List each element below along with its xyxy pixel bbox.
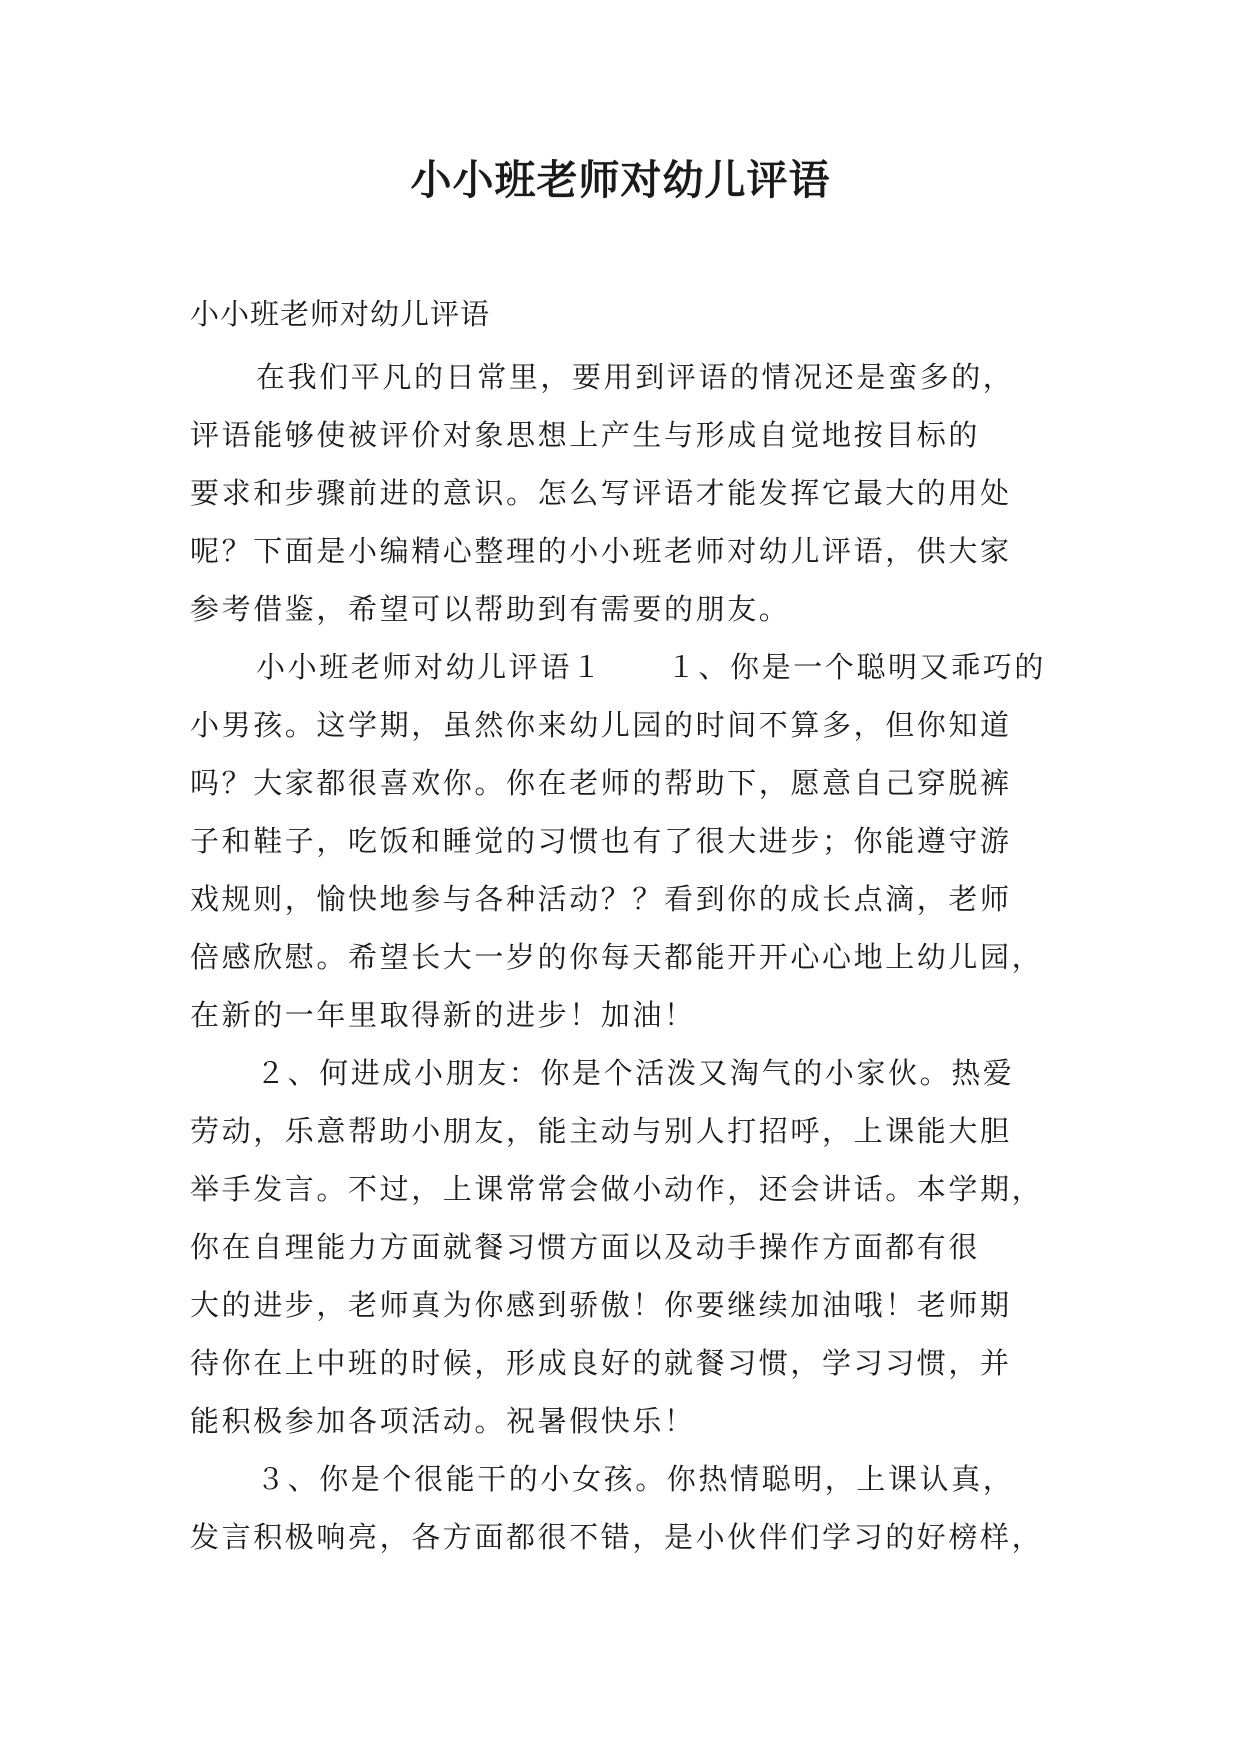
- paragraph-line: 戏规则，愉快地参与各种活动？？看到你的成长点滴，老师: [190, 882, 1012, 916]
- paragraph-line: 参考借鉴，希望可以帮助到有需要的朋友。: [190, 592, 791, 626]
- paragraph-line: ２、何进成小朋友：你是个活泼又淘气的小家伙。热爱: [256, 1056, 1015, 1090]
- document-title: 小小班老师对幼儿评语: [410, 156, 831, 204]
- paragraph-line: 倍感欣慰。希望长大一岁的你每天都能开开心心地上幼儿园，: [190, 940, 1044, 974]
- intro-paragraph: [190, 348, 1050, 638]
- paragraph-line: 在我们平凡的日常里，要用到评语的情况还是蛮多的，: [256, 360, 1015, 394]
- paragraph-line: 小小班老师对幼儿评语１ １、你是一个聪明又乖巧的: [256, 650, 1047, 684]
- paragraph-line: 能积极参加各项活动。祝暑假快乐！: [190, 1404, 696, 1438]
- paragraph-line: 要求和步骤前进的意识。怎么写评语才能发挥它最大的用处: [190, 476, 1012, 510]
- paragraph-line: 发言积极响亮，各方面都很不错，是小伙伴们学习的好榜样，: [190, 1520, 1044, 1554]
- paragraph-line: 你在自理能力方面就餐习惯方面以及动手操作方面都有很: [190, 1230, 981, 1264]
- paragraph-line: 呢？下面是小编精心整理的小小班老师对幼儿评语，供大家: [190, 534, 1012, 568]
- paragraph-line: ３、你是个很能干的小女孩。你热情聪明，上课认真，: [256, 1462, 1015, 1496]
- paragraph-line: 在新的一年里取得新的进步！加油！: [190, 998, 696, 1032]
- paragraph-line: 吗？大家都很喜欢你。你在老师的帮助下，愿意自己穿脱裤: [190, 766, 1012, 800]
- paragraph-line: 评语能够使被评价对象思想上产生与形成自觉地按目标的: [190, 418, 981, 452]
- document-subtitle: 小小班老师对幼儿评语: [190, 297, 491, 331]
- comment-paragraph-3: [190, 1450, 1050, 1566]
- paragraph-line: 大的进步，老师真为你感到骄傲！你要继续加油哦！老师期: [190, 1288, 1012, 1322]
- paragraph-line: 举手发言。不过，上课常常会做小动作，还会讲话。本学期，: [190, 1172, 1044, 1206]
- paragraph-line: 待你在上中班的时候，形成良好的就餐习惯，学习习惯，并: [190, 1346, 1012, 1380]
- paragraph-line: 劳动，乐意帮助小朋友，能主动与别人打招呼，上课能大胆: [190, 1114, 1012, 1148]
- comment-paragraph-1: [190, 638, 1050, 1044]
- paragraph-line: 子和鞋子，吃饭和睡觉的习惯也有了很大进步；你能遵守游: [190, 824, 1012, 858]
- comment-paragraph-2: [190, 1044, 1050, 1450]
- paragraph-line: 小男孩。这学期，虽然你来幼儿园的时间不算多，但你知道: [190, 708, 1012, 742]
